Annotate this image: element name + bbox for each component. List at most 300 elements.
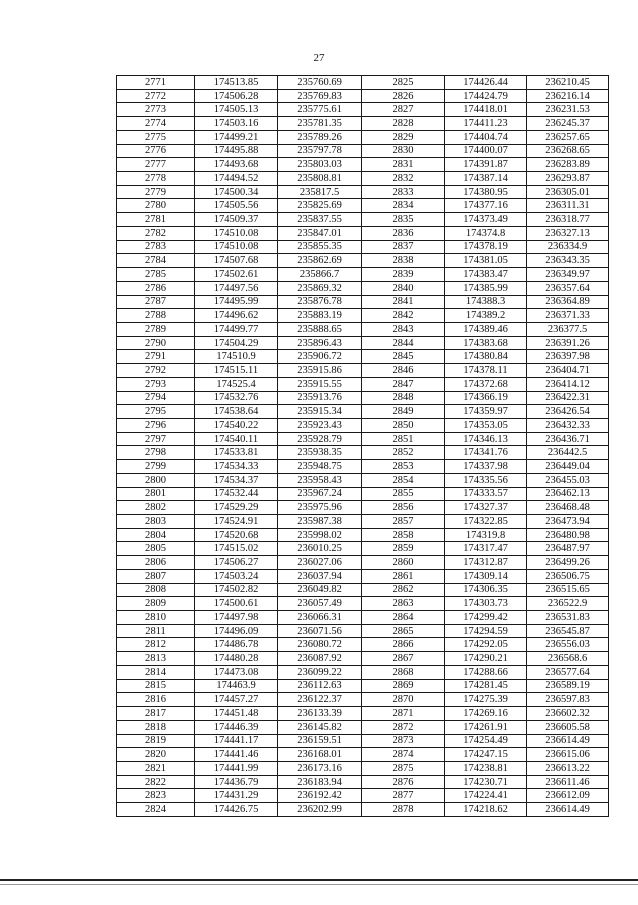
x-coordinate-right-cell: 174378.11 (445, 364, 527, 378)
x-coordinate-left-cell: 174509.37 (195, 213, 278, 227)
y-coordinate-right-cell: 236311.31 (527, 199, 609, 213)
y-coordinate-left-cell: 235923.43 (278, 418, 362, 432)
point-number-right-cell: 2858 (362, 528, 445, 542)
y-coordinate-left-cell: 235789.26 (278, 130, 362, 144)
y-coordinate-right-cell: 236432.33 (527, 418, 609, 432)
table-row (117, 336, 609, 350)
point-number-right-cell: 2847 (362, 377, 445, 391)
y-coordinate-left-cell: 235797.78 (278, 144, 362, 158)
point-number-right-cell: 2841 (362, 295, 445, 309)
y-coordinate-left-cell: 236122.37 (278, 693, 362, 707)
y-coordinate-right-cell: 236268.65 (527, 144, 609, 158)
point-number-right-cell: 2855 (362, 487, 445, 501)
y-coordinate-left-cell: 236192.42 (278, 789, 362, 803)
point-number-left-cell: 2807 (117, 569, 195, 583)
y-coordinate-right-cell: 236343.35 (527, 254, 609, 268)
point-number-right-cell: 2875 (362, 761, 445, 775)
table-row (117, 569, 609, 583)
point-number-right-cell: 2866 (362, 638, 445, 652)
point-number-left-cell: 2774 (117, 117, 195, 131)
x-coordinate-left-cell: 174441.17 (195, 734, 278, 748)
y-coordinate-right-cell: 236449.04 (527, 460, 609, 474)
point-number-right-cell: 2854 (362, 473, 445, 487)
table-row (117, 213, 609, 227)
point-number-right-cell: 2839 (362, 268, 445, 282)
point-number-right-cell: 2828 (362, 117, 445, 131)
y-coordinate-left-cell: 236080.72 (278, 638, 362, 652)
y-coordinate-right-cell: 236468.48 (527, 501, 609, 515)
table-row (117, 665, 609, 679)
y-coordinate-right-cell: 236602.32 (527, 707, 609, 721)
y-coordinate-right-cell: 236305.01 (527, 185, 609, 199)
point-number-right-cell: 2844 (362, 336, 445, 350)
table-row (117, 295, 609, 309)
y-coordinate-right-cell: 236515.65 (527, 583, 609, 597)
table-row (117, 460, 609, 474)
y-coordinate-left-cell: 235915.55 (278, 377, 362, 391)
table-row (117, 515, 609, 529)
x-coordinate-left-cell: 174505.56 (195, 199, 278, 213)
table-row (117, 432, 609, 446)
y-coordinate-right-cell: 236377.5 (527, 322, 609, 336)
y-coordinate-right-cell: 236231.53 (527, 103, 609, 117)
point-number-right-cell: 2860 (362, 556, 445, 570)
y-coordinate-left-cell: 236010.25 (278, 542, 362, 556)
y-coordinate-right-cell: 236391.26 (527, 336, 609, 350)
point-number-left-cell: 2778 (117, 172, 195, 186)
x-coordinate-right-cell: 174299.42 (445, 611, 527, 625)
point-number-right-cell: 2859 (362, 542, 445, 556)
x-coordinate-left-cell: 174534.37 (195, 473, 278, 487)
point-number-left-cell: 2779 (117, 185, 195, 199)
x-coordinate-left-cell: 174520.68 (195, 528, 278, 542)
x-coordinate-left-cell: 174503.24 (195, 569, 278, 583)
point-number-right-cell: 2851 (362, 432, 445, 446)
point-number-right-cell: 2845 (362, 350, 445, 364)
point-number-right-cell: 2861 (362, 569, 445, 583)
table-row (117, 268, 609, 282)
table-row (117, 624, 609, 638)
point-number-left-cell: 2784 (117, 254, 195, 268)
point-number-left-cell: 2795 (117, 405, 195, 419)
y-coordinate-left-cell: 235769.83 (278, 89, 362, 103)
y-coordinate-right-cell: 236257.65 (527, 130, 609, 144)
point-number-right-cell: 2834 (362, 199, 445, 213)
point-number-left-cell: 2788 (117, 309, 195, 323)
point-number-left-cell: 2772 (117, 89, 195, 103)
x-coordinate-right-cell: 174306.35 (445, 583, 527, 597)
x-coordinate-left-cell: 174533.81 (195, 446, 278, 460)
point-number-left-cell: 2819 (117, 734, 195, 748)
point-number-left-cell: 2824 (117, 803, 195, 817)
y-coordinate-right-cell: 236327.13 (527, 226, 609, 240)
x-coordinate-right-cell: 174290.21 (445, 652, 527, 666)
y-coordinate-left-cell: 235837.55 (278, 213, 362, 227)
x-coordinate-left-cell: 174480.28 (195, 652, 278, 666)
y-coordinate-left-cell: 235825.69 (278, 199, 362, 213)
y-coordinate-right-cell: 236426.54 (527, 405, 609, 419)
point-number-right-cell: 2830 (362, 144, 445, 158)
y-coordinate-right-cell: 236473.94 (527, 515, 609, 529)
point-number-right-cell: 2838 (362, 254, 445, 268)
table-row (117, 364, 609, 378)
point-number-right-cell: 2836 (362, 226, 445, 240)
x-coordinate-left-cell: 174463.9 (195, 679, 278, 693)
x-coordinate-left-cell: 174457.27 (195, 693, 278, 707)
x-coordinate-left-cell: 174510.9 (195, 350, 278, 364)
point-number-right-cell: 2827 (362, 103, 445, 117)
x-coordinate-right-cell: 174309.14 (445, 569, 527, 583)
x-coordinate-right-cell: 174247.15 (445, 748, 527, 762)
x-coordinate-left-cell: 174499.77 (195, 322, 278, 336)
coordinates-table-body (117, 76, 609, 817)
x-coordinate-left-cell: 174532.44 (195, 487, 278, 501)
point-number-right-cell: 2870 (362, 693, 445, 707)
x-coordinate-left-cell: 174507.68 (195, 254, 278, 268)
table-row (117, 542, 609, 556)
x-coordinate-right-cell: 174378.19 (445, 240, 527, 254)
point-number-right-cell: 2842 (362, 309, 445, 323)
table-row (117, 638, 609, 652)
point-number-right-cell: 2874 (362, 748, 445, 762)
table-row (117, 281, 609, 295)
y-coordinate-right-cell: 236293.87 (527, 172, 609, 186)
point-number-right-cell: 2869 (362, 679, 445, 693)
point-number-left-cell: 2805 (117, 542, 195, 556)
table-row (117, 103, 609, 117)
point-number-left-cell: 2804 (117, 528, 195, 542)
y-coordinate-left-cell: 235888.65 (278, 322, 362, 336)
y-coordinate-right-cell: 236480.98 (527, 528, 609, 542)
y-coordinate-right-cell: 236597.83 (527, 693, 609, 707)
point-number-right-cell: 2837 (362, 240, 445, 254)
x-coordinate-right-cell: 174381.05 (445, 254, 527, 268)
point-number-left-cell: 2773 (117, 103, 195, 117)
x-coordinate-left-cell: 174534.33 (195, 460, 278, 474)
x-coordinate-left-cell: 174540.22 (195, 418, 278, 432)
point-number-left-cell: 2821 (117, 761, 195, 775)
y-coordinate-left-cell: 236159.51 (278, 734, 362, 748)
table-row (117, 254, 609, 268)
y-coordinate-right-cell: 236531.83 (527, 611, 609, 625)
table-row (117, 89, 609, 103)
x-coordinate-left-cell: 174505.13 (195, 103, 278, 117)
point-number-left-cell: 2803 (117, 515, 195, 529)
table-row (117, 322, 609, 336)
table-row (117, 693, 609, 707)
point-number-right-cell: 2849 (362, 405, 445, 419)
x-coordinate-right-cell: 174388.3 (445, 295, 527, 309)
y-coordinate-left-cell: 235975.96 (278, 501, 362, 515)
x-coordinate-left-cell: 174510.08 (195, 240, 278, 254)
x-coordinate-left-cell: 174497.56 (195, 281, 278, 295)
coordinates-table (116, 75, 609, 817)
table-row (117, 117, 609, 131)
y-coordinate-left-cell: 235781.35 (278, 117, 362, 131)
point-number-left-cell: 2794 (117, 391, 195, 405)
x-coordinate-left-cell: 174538.64 (195, 405, 278, 419)
point-number-right-cell: 2840 (362, 281, 445, 295)
point-number-left-cell: 2820 (117, 748, 195, 762)
x-coordinate-left-cell: 174506.27 (195, 556, 278, 570)
table-row (117, 309, 609, 323)
point-number-left-cell: 2798 (117, 446, 195, 460)
table-row (117, 761, 609, 775)
point-number-right-cell: 2876 (362, 775, 445, 789)
point-number-left-cell: 2789 (117, 322, 195, 336)
table-row (117, 185, 609, 199)
x-coordinate-right-cell: 174341.76 (445, 446, 527, 460)
point-number-right-cell: 2865 (362, 624, 445, 638)
point-number-left-cell: 2818 (117, 720, 195, 734)
y-coordinate-right-cell: 236397.98 (527, 350, 609, 364)
point-number-right-cell: 2833 (362, 185, 445, 199)
y-coordinate-left-cell: 236168.01 (278, 748, 362, 762)
point-number-right-cell: 2872 (362, 720, 445, 734)
y-coordinate-left-cell: 236173.16 (278, 761, 362, 775)
x-coordinate-right-cell: 174294.59 (445, 624, 527, 638)
x-coordinate-right-cell: 174385.99 (445, 281, 527, 295)
y-coordinate-left-cell: 236112.63 (278, 679, 362, 693)
x-coordinate-right-cell: 174312.87 (445, 556, 527, 570)
table-row (117, 611, 609, 625)
table-row (117, 652, 609, 666)
point-number-left-cell: 2790 (117, 336, 195, 350)
x-coordinate-right-cell: 174346.13 (445, 432, 527, 446)
point-number-right-cell: 2835 (362, 213, 445, 227)
y-coordinate-left-cell: 235958.43 (278, 473, 362, 487)
y-coordinate-left-cell: 236057.49 (278, 597, 362, 611)
y-coordinate-left-cell: 236183.94 (278, 775, 362, 789)
point-number-left-cell: 2792 (117, 364, 195, 378)
x-coordinate-right-cell: 174230.71 (445, 775, 527, 789)
bottom-rule (0, 879, 638, 881)
x-coordinate-left-cell: 174499.21 (195, 130, 278, 144)
table-row (117, 226, 609, 240)
x-coordinate-right-cell: 174366.19 (445, 391, 527, 405)
x-coordinate-left-cell: 174540.11 (195, 432, 278, 446)
y-coordinate-left-cell: 235987.38 (278, 515, 362, 529)
y-coordinate-right-cell: 236210.45 (527, 76, 609, 90)
point-number-left-cell: 2793 (117, 377, 195, 391)
y-coordinate-left-cell: 235817.5 (278, 185, 362, 199)
point-number-left-cell: 2812 (117, 638, 195, 652)
table-row (117, 391, 609, 405)
x-coordinate-right-cell: 174275.39 (445, 693, 527, 707)
point-number-left-cell: 2771 (117, 76, 195, 90)
x-coordinate-right-cell: 174218.62 (445, 803, 527, 817)
table-row (117, 487, 609, 501)
page-number: 27 (313, 52, 325, 64)
x-coordinate-left-cell: 174510.08 (195, 226, 278, 240)
point-number-left-cell: 2796 (117, 418, 195, 432)
x-coordinate-right-cell: 174322.85 (445, 515, 527, 529)
x-coordinate-left-cell: 174495.99 (195, 295, 278, 309)
y-coordinate-right-cell: 236404.71 (527, 364, 609, 378)
y-coordinate-left-cell: 236037.94 (278, 569, 362, 583)
x-coordinate-right-cell: 174335.56 (445, 473, 527, 487)
x-coordinate-right-cell: 174404.74 (445, 130, 527, 144)
y-coordinate-right-cell: 236577.64 (527, 665, 609, 679)
x-coordinate-right-cell: 174327.37 (445, 501, 527, 515)
x-coordinate-right-cell: 174353.05 (445, 418, 527, 432)
x-coordinate-left-cell: 174500.61 (195, 597, 278, 611)
table-row (117, 473, 609, 487)
y-coordinate-left-cell: 235855.35 (278, 240, 362, 254)
table-row (117, 446, 609, 460)
y-coordinate-right-cell: 236283.89 (527, 158, 609, 172)
y-coordinate-left-cell: 236099.22 (278, 665, 362, 679)
bottom-rule-thin (0, 884, 638, 885)
x-coordinate-left-cell: 174473.08 (195, 665, 278, 679)
y-coordinate-left-cell: 236087.92 (278, 652, 362, 666)
x-coordinate-right-cell: 174337.98 (445, 460, 527, 474)
point-number-right-cell: 2826 (362, 89, 445, 103)
point-number-left-cell: 2800 (117, 473, 195, 487)
y-coordinate-right-cell: 236499.26 (527, 556, 609, 570)
y-coordinate-right-cell: 236487.97 (527, 542, 609, 556)
point-number-left-cell: 2810 (117, 611, 195, 625)
y-coordinate-left-cell: 235847.01 (278, 226, 362, 240)
x-coordinate-left-cell: 174502.82 (195, 583, 278, 597)
y-coordinate-right-cell: 236568.6 (527, 652, 609, 666)
point-number-left-cell: 2801 (117, 487, 195, 501)
x-coordinate-left-cell: 174503.16 (195, 117, 278, 131)
point-number-right-cell: 2857 (362, 515, 445, 529)
x-coordinate-left-cell: 174525.4 (195, 377, 278, 391)
y-coordinate-right-cell: 236422.31 (527, 391, 609, 405)
y-coordinate-left-cell: 235803.03 (278, 158, 362, 172)
y-coordinate-right-cell: 236245.37 (527, 117, 609, 131)
x-coordinate-right-cell: 174383.68 (445, 336, 527, 350)
point-number-right-cell: 2831 (362, 158, 445, 172)
table-row (117, 405, 609, 419)
point-number-right-cell: 2863 (362, 597, 445, 611)
x-coordinate-left-cell: 174506.28 (195, 89, 278, 103)
x-coordinate-left-cell: 174446.39 (195, 720, 278, 734)
x-coordinate-right-cell: 174303.73 (445, 597, 527, 611)
table-row (117, 350, 609, 364)
point-number-right-cell: 2867 (362, 652, 445, 666)
y-coordinate-left-cell: 235883.19 (278, 309, 362, 323)
y-coordinate-left-cell: 235896.43 (278, 336, 362, 350)
x-coordinate-left-cell: 174496.62 (195, 309, 278, 323)
point-number-right-cell: 2852 (362, 446, 445, 460)
point-number-left-cell: 2799 (117, 460, 195, 474)
x-coordinate-right-cell: 174261.91 (445, 720, 527, 734)
table-row (117, 597, 609, 611)
point-number-right-cell: 2832 (362, 172, 445, 186)
x-coordinate-left-cell: 174441.99 (195, 761, 278, 775)
x-coordinate-left-cell: 174513.85 (195, 76, 278, 90)
x-coordinate-right-cell: 174424.79 (445, 89, 527, 103)
y-coordinate-left-cell: 235998.02 (278, 528, 362, 542)
table-row (117, 528, 609, 542)
point-number-left-cell: 2809 (117, 597, 195, 611)
y-coordinate-left-cell: 236071.56 (278, 624, 362, 638)
table-row (117, 748, 609, 762)
x-coordinate-right-cell: 174281.45 (445, 679, 527, 693)
y-coordinate-left-cell: 235928.79 (278, 432, 362, 446)
point-number-left-cell: 2781 (117, 213, 195, 227)
y-coordinate-right-cell: 236364.89 (527, 295, 609, 309)
y-coordinate-left-cell: 235760.69 (278, 76, 362, 90)
x-coordinate-left-cell: 174529.29 (195, 501, 278, 515)
x-coordinate-right-cell: 174389.46 (445, 322, 527, 336)
x-coordinate-right-cell: 174269.16 (445, 707, 527, 721)
point-number-left-cell: 2822 (117, 775, 195, 789)
x-coordinate-right-cell: 174372.68 (445, 377, 527, 391)
y-coordinate-left-cell: 235876.78 (278, 295, 362, 309)
point-number-right-cell: 2825 (362, 76, 445, 90)
table-row (117, 144, 609, 158)
table-row (117, 734, 609, 748)
point-number-left-cell: 2814 (117, 665, 195, 679)
point-number-left-cell: 2780 (117, 199, 195, 213)
x-coordinate-left-cell: 174431.29 (195, 789, 278, 803)
point-number-left-cell: 2806 (117, 556, 195, 570)
x-coordinate-left-cell: 174451.48 (195, 707, 278, 721)
table-row (117, 130, 609, 144)
table-row (117, 501, 609, 515)
y-coordinate-right-cell: 236216.14 (527, 89, 609, 103)
point-number-left-cell: 2802 (117, 501, 195, 515)
x-coordinate-right-cell: 174418.01 (445, 103, 527, 117)
point-number-right-cell: 2877 (362, 789, 445, 803)
table-row (117, 803, 609, 817)
table-row (117, 199, 609, 213)
point-number-left-cell: 2816 (117, 693, 195, 707)
point-number-left-cell: 2786 (117, 281, 195, 295)
y-coordinate-right-cell: 236612.09 (527, 789, 609, 803)
y-coordinate-left-cell: 236049.82 (278, 583, 362, 597)
y-coordinate-left-cell: 235915.86 (278, 364, 362, 378)
x-coordinate-right-cell: 174359.97 (445, 405, 527, 419)
table-row (117, 775, 609, 789)
point-number-right-cell: 2862 (362, 583, 445, 597)
point-number-right-cell: 2848 (362, 391, 445, 405)
point-number-left-cell: 2817 (117, 707, 195, 721)
x-coordinate-right-cell: 174400.07 (445, 144, 527, 158)
point-number-left-cell: 2813 (117, 652, 195, 666)
x-coordinate-left-cell: 174436.79 (195, 775, 278, 789)
point-number-right-cell: 2864 (362, 611, 445, 625)
y-coordinate-right-cell: 236357.64 (527, 281, 609, 295)
x-coordinate-right-cell: 174319.8 (445, 528, 527, 542)
x-coordinate-right-cell: 174426.44 (445, 76, 527, 90)
y-coordinate-left-cell: 235938.35 (278, 446, 362, 460)
x-coordinate-right-cell: 174292.05 (445, 638, 527, 652)
table-row (117, 583, 609, 597)
x-coordinate-left-cell: 174524.91 (195, 515, 278, 529)
point-number-right-cell: 2856 (362, 501, 445, 515)
y-coordinate-right-cell: 236614.49 (527, 734, 609, 748)
point-number-left-cell: 2815 (117, 679, 195, 693)
x-coordinate-left-cell: 174532.76 (195, 391, 278, 405)
point-number-left-cell: 2791 (117, 350, 195, 364)
x-coordinate-right-cell: 174254.49 (445, 734, 527, 748)
point-number-right-cell: 2878 (362, 803, 445, 817)
table-row (117, 76, 609, 90)
x-coordinate-left-cell: 174515.11 (195, 364, 278, 378)
y-coordinate-left-cell: 236066.31 (278, 611, 362, 625)
x-coordinate-left-cell: 174504.29 (195, 336, 278, 350)
point-number-left-cell: 2823 (117, 789, 195, 803)
x-coordinate-right-cell: 174333.57 (445, 487, 527, 501)
point-number-left-cell: 2811 (117, 624, 195, 638)
x-coordinate-left-cell: 174494.52 (195, 172, 278, 186)
y-coordinate-right-cell: 236436.71 (527, 432, 609, 446)
